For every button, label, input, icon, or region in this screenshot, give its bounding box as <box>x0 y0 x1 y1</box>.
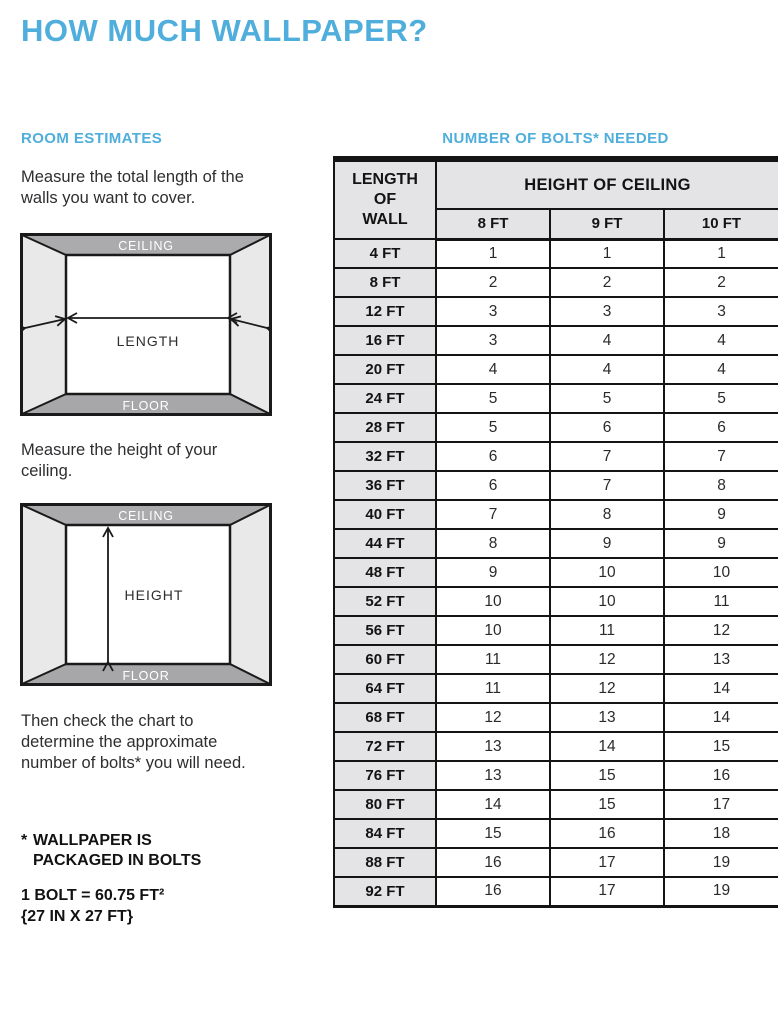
bolts-needed-heading: NUMBER OF BOLTS* NEEDED <box>442 130 669 147</box>
bolt-count-cell: 12 <box>664 616 778 645</box>
wallpaper-bolts-footnote <box>21 831 221 870</box>
wall-length-cell: 40 FT <box>334 500 436 529</box>
bolt-count-cell: 16 <box>436 877 550 906</box>
height-label: HEIGHT <box>124 587 184 603</box>
table-row <box>334 239 778 268</box>
wall-length-cell: 24 FT <box>334 384 436 413</box>
bolt-count-cell: 6 <box>436 471 550 500</box>
bolt-count-cell: 4 <box>664 355 778 384</box>
bolt-count-cell: 5 <box>664 384 778 413</box>
bolt-count-cell: 2 <box>664 268 778 297</box>
wall-length-cell: 60 FT <box>334 645 436 674</box>
table-row <box>334 326 778 355</box>
bolt-count-cell: 14 <box>664 674 778 703</box>
bolt-count-cell: 12 <box>436 703 550 732</box>
bolt-count-cell: 14 <box>436 790 550 819</box>
table-row <box>334 703 778 732</box>
bolt-size-note <box>21 886 164 927</box>
bolt-count-cell: 13 <box>436 732 550 761</box>
bolt-count-cell: 3 <box>664 297 778 326</box>
bolt-count-cell: 2 <box>436 268 550 297</box>
bolt-count-cell: 18 <box>664 819 778 848</box>
bolt-count-cell: 8 <box>550 500 664 529</box>
table-row <box>334 674 778 703</box>
footnote-text: WALLPAPER IS PACKAGED IN BOLTS <box>33 832 202 869</box>
ceiling-label: CEILING <box>118 509 174 523</box>
col-header-9ft: 9 FT <box>550 209 664 239</box>
ceiling-label: CEILING <box>118 239 174 253</box>
bolt-equation: 1 BOLT = 60.75 FT² <box>21 887 165 904</box>
wall-length-cell: 72 FT <box>334 732 436 761</box>
room-length-diagram <box>20 233 272 421</box>
bolt-count-cell: 9 <box>664 500 778 529</box>
asterisk-marker: * <box>21 832 28 849</box>
room-height-diagram <box>20 503 272 691</box>
bolt-count-cell: 17 <box>550 877 664 906</box>
table-row <box>334 442 778 471</box>
instruction-measure-length: Measure the total length of the walls you want to cover. <box>21 168 244 208</box>
wall-length-cell: 92 FT <box>334 877 436 906</box>
wall-length-cell: 88 FT <box>334 848 436 877</box>
wall-length-cell: 64 FT <box>334 674 436 703</box>
bolt-count-cell: 6 <box>436 442 550 471</box>
length-label: LENGTH <box>116 333 180 349</box>
bolt-count-cell: 16 <box>664 761 778 790</box>
bolt-count-cell: 15 <box>550 761 664 790</box>
bolt-count-cell: 16 <box>550 819 664 848</box>
bolt-count-cell: 3 <box>550 297 664 326</box>
wall-length-cell: 52 FT <box>334 587 436 616</box>
bolt-count-cell: 3 <box>436 326 550 355</box>
bolt-count-cell: 11 <box>664 587 778 616</box>
wall-length-cell: 68 FT <box>334 703 436 732</box>
wall-length-cell: 44 FT <box>334 529 436 558</box>
bolt-count-cell: 11 <box>436 674 550 703</box>
page-title: HOW MUCH WALLPAPER? <box>21 13 428 48</box>
bolt-count-cell: 5 <box>550 384 664 413</box>
bolt-count-cell: 13 <box>550 703 664 732</box>
wall-length-cell: 16 FT <box>334 326 436 355</box>
bolt-count-cell: 12 <box>550 645 664 674</box>
back-wall <box>66 255 230 394</box>
bolt-count-cell: 10 <box>436 616 550 645</box>
bolt-count-cell: 11 <box>550 616 664 645</box>
bolt-count-cell: 4 <box>436 355 550 384</box>
table-row <box>334 384 778 413</box>
table-row <box>334 297 778 326</box>
bolt-count-cell: 15 <box>436 819 550 848</box>
table-row <box>334 471 778 500</box>
bolts-table-body <box>334 239 778 906</box>
bolt-count-cell: 16 <box>436 848 550 877</box>
table-row <box>334 761 778 790</box>
col-header-10ft: 10 FT <box>664 209 778 239</box>
length-of-wall-label: LENGTH OF WALL <box>352 171 418 228</box>
bolt-count-cell: 3 <box>436 297 550 326</box>
bolt-count-cell: 1 <box>550 239 664 268</box>
table-row <box>334 790 778 819</box>
bolt-count-cell: 9 <box>664 529 778 558</box>
bolt-count-cell: 5 <box>436 413 550 442</box>
bolt-count-cell: 1 <box>436 239 550 268</box>
table-row <box>334 413 778 442</box>
table-row <box>334 529 778 558</box>
bolt-count-cell: 4 <box>550 355 664 384</box>
wall-length-cell: 36 FT <box>334 471 436 500</box>
bolt-count-cell: 9 <box>436 558 550 587</box>
table-row <box>334 645 778 674</box>
bolt-count-cell: 14 <box>550 732 664 761</box>
bolt-count-cell: 9 <box>550 529 664 558</box>
wall-length-cell: 80 FT <box>334 790 436 819</box>
length-of-wall-header <box>334 159 436 239</box>
bolt-count-cell: 15 <box>550 790 664 819</box>
table-row <box>334 848 778 877</box>
table-row <box>334 732 778 761</box>
instruction-check-chart: Then check the chart to determine the approximate number of bolts* you will need. <box>21 712 246 773</box>
table-row <box>334 877 778 906</box>
table-row <box>334 587 778 616</box>
table-row <box>334 819 778 848</box>
bolt-count-cell: 7 <box>550 471 664 500</box>
wall-length-cell: 84 FT <box>334 819 436 848</box>
wall-length-cell: 76 FT <box>334 761 436 790</box>
table-row <box>334 355 778 384</box>
bolt-count-cell: 7 <box>664 442 778 471</box>
bolt-count-cell: 1 <box>664 239 778 268</box>
wall-length-cell: 20 FT <box>334 355 436 384</box>
bolt-count-cell: 11 <box>436 645 550 674</box>
bolt-count-cell: 7 <box>436 500 550 529</box>
bolt-count-cell: 12 <box>550 674 664 703</box>
wall-length-cell: 56 FT <box>334 616 436 645</box>
bolt-count-cell: 19 <box>664 848 778 877</box>
instruction-measure-height: Measure the height of your ceiling. <box>21 441 218 481</box>
bolt-count-cell: 10 <box>550 587 664 616</box>
table-row <box>334 558 778 587</box>
table-row <box>334 616 778 645</box>
wall-length-cell: 32 FT <box>334 442 436 471</box>
bolt-count-cell: 10 <box>550 558 664 587</box>
bolt-count-cell: 6 <box>550 413 664 442</box>
bolt-count-cell: 6 <box>664 413 778 442</box>
wall-length-cell: 48 FT <box>334 558 436 587</box>
wall-length-cell: 12 FT <box>334 297 436 326</box>
table-row <box>334 500 778 529</box>
bolt-count-cell: 10 <box>436 587 550 616</box>
wall-length-cell: 8 FT <box>334 268 436 297</box>
bolt-count-cell: 2 <box>550 268 664 297</box>
bolts-table <box>333 156 778 908</box>
bolt-dimensions: {27 IN X 27 FT} <box>21 907 134 925</box>
wall-length-cell: 28 FT <box>334 413 436 442</box>
bolt-count-cell: 8 <box>664 471 778 500</box>
col-header-8ft: 8 FT <box>436 209 550 239</box>
bolt-count-cell: 13 <box>664 645 778 674</box>
bolt-count-cell: 14 <box>664 703 778 732</box>
bolt-count-cell: 17 <box>664 790 778 819</box>
height-of-ceiling-header: HEIGHT OF CEILING <box>436 159 778 209</box>
bolt-count-cell: 7 <box>550 442 664 471</box>
table-row <box>334 268 778 297</box>
bolt-count-cell: 5 <box>436 384 550 413</box>
bolt-count-cell: 15 <box>664 732 778 761</box>
wall-length-cell: 4 FT <box>334 239 436 268</box>
bolt-count-cell: 19 <box>664 877 778 906</box>
bolt-count-cell: 4 <box>550 326 664 355</box>
room-estimates-heading: ROOM ESTIMATES <box>21 130 163 147</box>
floor-label: FLOOR <box>122 399 170 413</box>
bolt-count-cell: 10 <box>664 558 778 587</box>
bolt-count-cell: 17 <box>550 848 664 877</box>
bolt-count-cell: 8 <box>436 529 550 558</box>
floor-label: FLOOR <box>122 669 170 683</box>
bolt-count-cell: 4 <box>664 326 778 355</box>
bolt-count-cell: 13 <box>436 761 550 790</box>
